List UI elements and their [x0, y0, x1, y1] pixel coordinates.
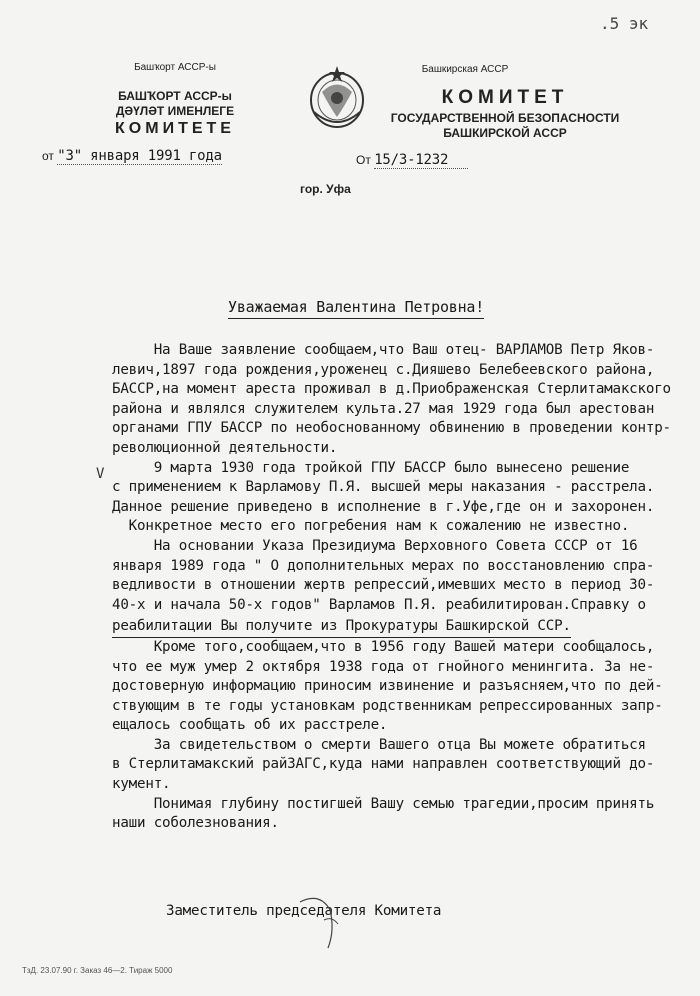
letterhead-left-small: Башҡорт АССР-ы	[134, 62, 216, 73]
letterhead-right	[370, 64, 640, 140]
body-line: левич,1897 года рождения,уроженец с.Дияшево Белебеевского района,	[112, 361, 655, 378]
body-line: ещалось сообщать об их расстреле.	[112, 717, 388, 734]
reference-prefix: От	[356, 153, 371, 167]
body-line: революционной деятельности.	[112, 439, 338, 456]
body-line: наши соболезнования.	[112, 815, 279, 832]
reference-line	[356, 151, 468, 171]
letterhead-right-line3: БАШКИРСКОЙ АССР	[443, 126, 567, 140]
body-line: ствующим в те годы установкам родственникам репрессированных запр-	[112, 697, 663, 714]
signature-line: Заместитель председателя Комитета	[166, 903, 442, 919]
letterhead-left-line2: ДӘҮЛӘТ ИМЕНЛЕГЕ	[115, 104, 235, 118]
body-line: района и являлся служителем культа.27 мая 1929 года был арестован	[112, 400, 655, 417]
body-line: На основании Указа Президиума Верховного Совета СССР от 16	[112, 537, 638, 554]
letterhead-left	[70, 62, 280, 138]
body-line: Конкретное место его погребения нам к сожалению не известно.	[112, 518, 630, 535]
reference-number: 15/3-1232	[374, 152, 468, 169]
letterhead-right-small: Башкирская АССР	[421, 64, 509, 75]
body-line: Данное решение приведено в исполнение в г.Уфе,где он и захоронен.	[112, 498, 655, 515]
letterhead-left-line1: БАШҠОРТ АССР-ы	[118, 89, 232, 103]
body-line: Кроме того,сообщаем,что в 1956 году Вашей матери сообщалось,	[112, 638, 655, 655]
print-footer: ТзД. 23.07.90 г. Заказ 46—2. Тираж 5000	[22, 966, 173, 975]
letterhead-right-line2: ГОСУДАРСТВЕННОЙ БЕЗОПАСНОСТИ	[390, 111, 620, 125]
body-line: органами ГПУ БАССР по необоснованному обвинению в проведении контр-	[112, 420, 671, 437]
body-line: что ее муж умер 2 октября 1938 года от гнойного менингита. За не-	[112, 658, 655, 675]
body-line: достоверную информацию приносим извинение и разъясняем,что по дей-	[112, 678, 663, 695]
body-line: 9 марта 1930 года тройкой ГПУ БАССР было вынесено решение	[112, 459, 630, 476]
signature-scribble-icon	[290, 890, 370, 950]
date-value: "3" января 1991 года	[57, 148, 222, 164]
body-line: с применением к Варламову П.Я. высшей меры наказания - расстрела.	[112, 479, 655, 496]
margin-check-mark: V	[96, 466, 105, 482]
body-line: На Ваше заявление сообщаем,что Ваш отец- ВАРЛАМОВ Петр Яков-	[112, 342, 655, 358]
body-line: ведливости в отношении жертв репрессий,имевших место в период 30-	[112, 577, 655, 594]
body-line: января 1989 года " О дополнительных мерах по восстановлению спра-	[112, 557, 655, 574]
body-line: в Стерлитамакский райЗАГС,куда нами направлен соответствующий до-	[112, 756, 655, 773]
letterhead-left-line3: КОМИТЕТЕ	[115, 120, 235, 137]
archive-mark: .5 эк	[600, 14, 649, 33]
letterhead-right-line1: КОМИТЕТ	[441, 87, 569, 108]
body-line: 40-х и начала 50-х годов" Варламов П.Я. реабилитирован.Справку о	[112, 596, 646, 613]
body-line: кумент.	[112, 776, 171, 793]
body-line: Понимая глубину постигшей Вашу семью трагедии,просим принять	[112, 795, 655, 812]
date-prefix: от	[42, 149, 54, 163]
body-line: За свидетельством о смерти Вашего отца Вы можете обратиться	[112, 736, 646, 753]
letter-body	[112, 341, 671, 834]
date-line	[42, 147, 222, 167]
salutation: Уважаемая Валентина Петровна!	[228, 298, 484, 319]
body-line: реабилитации Вы получите из Прокуратуры Башкирской ССР.	[112, 617, 571, 638]
body-line: БАССР,на момент ареста проживал в д.Приображенская Стерлитамакского	[112, 381, 671, 398]
city-label: гор. Уфа	[300, 182, 351, 196]
